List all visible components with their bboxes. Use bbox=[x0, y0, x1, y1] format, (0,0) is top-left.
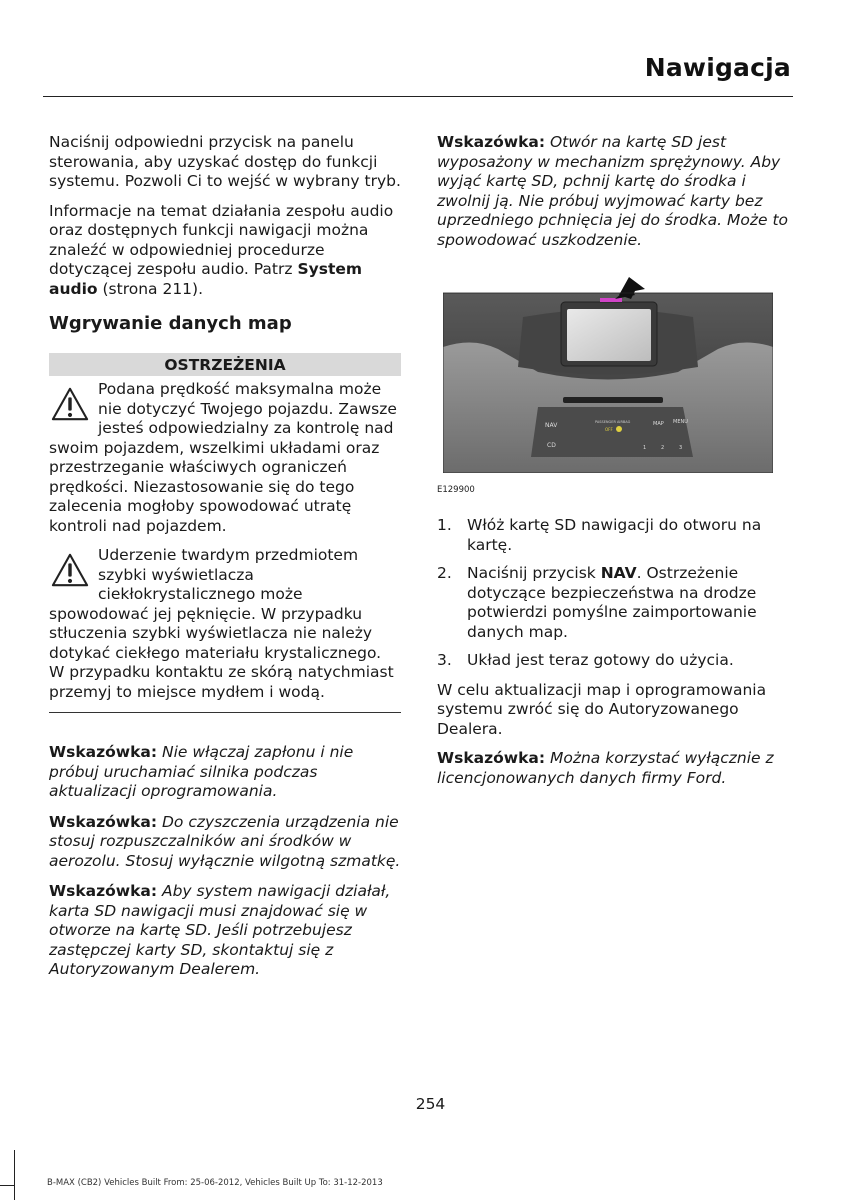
menu-button-label: MENU bbox=[673, 419, 688, 425]
page-title: Nawigacja bbox=[644, 53, 791, 82]
steps-list bbox=[437, 516, 792, 671]
dashboard-illustration bbox=[443, 277, 773, 473]
warning-triangle-icon bbox=[51, 552, 89, 588]
header-divider bbox=[43, 96, 793, 97]
note-paragraph: Wskazówka: Do czyszczenia urządzenia nie stosuj rozpuszczalników ani środków w aerozolu. Stosuj wyłącznie wilgotną szmatkę. bbox=[49, 812, 401, 870]
crop-mark bbox=[0, 1185, 14, 1186]
footer-vehicle-info: B-MAX (CB2) Vehicles Built From: 25-06-2012, Vehicles Built Up To: 31-12-2013 bbox=[47, 1178, 383, 1188]
note-paragraph: Wskazówka: Aby system nawigacji działał, karta SD nawigacji musi znajdować się w otworze na kartę SD. Jeśli potrzebujesz zastępczej karty SD, skontaktuj się z Autoryzowanym Dealerem. bbox=[49, 882, 391, 978]
sd-note-paragraph: Wskazówka: Otwór na kartę SD jest wyposażony w mechanizm sprężynowy. Aby wyjąć kartę SD, pchnij kartę do środka i zwolnij ją. Nie próbuj wyjmować karty bez uprzedniego pchnięcia jej do środka. Może to spowodować uszkodzenie. bbox=[437, 133, 789, 249]
nav-key-label: NAV bbox=[600, 564, 637, 582]
page-number: 254 bbox=[415, 1095, 446, 1113]
system-audio-link[interactable]: System audio bbox=[49, 260, 363, 298]
warning-triangle-icon bbox=[51, 386, 89, 422]
warnings-header: OSTRZEŻENIA bbox=[49, 353, 401, 376]
note-paragraph: Wskazówka: Nie włączaj zapłonu i nie próbuj uruchamiać silnika podczas aktualizacji oprogramowania. bbox=[49, 743, 354, 800]
airbag-label: PASSENGER AIRBAG bbox=[595, 420, 631, 424]
list-item: 1. Włóż kartę SD nawigacji do otworu na kartę. bbox=[437, 516, 762, 554]
left-column bbox=[49, 133, 401, 991]
list-item: 2. Naciśnij przycisk NAV. Ostrzeżenie dotyczące bezpieczeństwa na drodze potwierdzi pomyślne zaimportowanie danych map. bbox=[437, 564, 757, 641]
list-item: 3. Układ jest teraz gotowy do użycia. bbox=[437, 651, 734, 669]
nav-button-label: NAV bbox=[545, 422, 558, 429]
key-1-label: 1 bbox=[643, 445, 647, 451]
crop-mark bbox=[14, 1150, 15, 1200]
license-note-paragraph: Wskazówka: Można korzystać wyłącznie z licencjonowanych danych firmy Ford. bbox=[437, 749, 774, 787]
warning-text: Uderzenie twardym przedmiotem szybki wyświetlacza ciekłokrystalicznego może spowodować jej pęknięcie. W przypadku stłuczenia szybki wyświetlacza nie należy dotykać ciekłego materiału krystalicznego. W przypadku kontaktu ze skórą natychmiast przemyj to miejsce mydłem i wodą. bbox=[49, 546, 394, 701]
warning-item bbox=[49, 546, 401, 702]
right-column bbox=[437, 133, 792, 799]
figure-label: E129900 bbox=[437, 484, 475, 495]
intro-paragraph: Naciśnij odpowiedni przycisk na panelu sterowania, aby uzyskać dostęp do funkcji systemu. Pozwoli Ci to wejść w wybrany tryb. bbox=[49, 133, 401, 190]
warnings-end-rule bbox=[49, 712, 401, 713]
airbag-off-label: OFF bbox=[605, 427, 613, 432]
audio-info-paragraph: Informacje na temat działania zespołu audio oraz dostępnych funkcji nawigacji można znaleźć w odpowiedniej procedurze dotyczącej zespołu audio. Patrz System audio (strona 211). bbox=[49, 201, 394, 298]
warning-text: Podana prędkość maksymalna może nie dotyczyć Twojego pojazdu. Zawsze jesteś odpowiedzialny za kontrolę nad swoim pojazdem, wszelkimi układami oraz przestrzeganie właściwych ograniczeń prędkości. Niezastosowanie się do tego zalecenia mogłoby spowodować utratę kontroli nad pojazdem. bbox=[49, 380, 397, 535]
section-heading: Wgrywanie danych map bbox=[49, 313, 292, 334]
key-2-label: 2 bbox=[661, 445, 665, 451]
cd-button-label: CD bbox=[547, 442, 556, 449]
warning-item bbox=[49, 380, 401, 536]
update-paragraph: W celu aktualizacji map i oprogramowania systemu zwróć się do Autoryzowanego Dealera. bbox=[437, 680, 767, 738]
key-3-label: 3 bbox=[679, 445, 683, 451]
map-button-label: MAP bbox=[653, 421, 664, 427]
